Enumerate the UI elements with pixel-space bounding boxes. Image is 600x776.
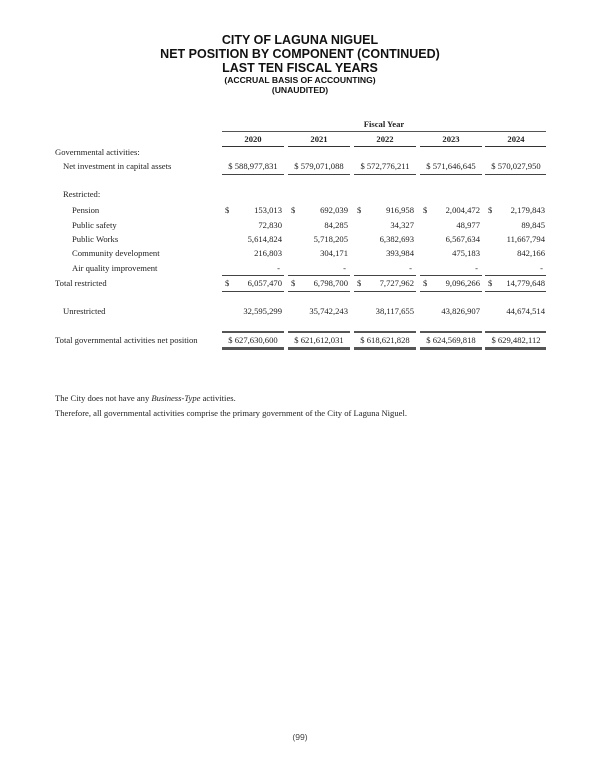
underline	[485, 174, 546, 175]
cell-value: $ 579,071,088	[294, 161, 344, 171]
cell-value: 393,984	[386, 248, 414, 258]
row-label: Community development	[72, 248, 160, 258]
cell-value: $ 9,096,266	[423, 278, 480, 288]
cell-value: $ 624,569,818	[426, 335, 476, 345]
cell-value: 72,830	[258, 220, 282, 230]
top-rule	[222, 331, 284, 333]
underline	[485, 291, 546, 292]
cell-value: $ 572,776,211	[360, 161, 410, 171]
year-header-2021: 2021	[310, 134, 328, 144]
row-label: Unrestricted	[63, 306, 106, 316]
top-rule	[354, 331, 416, 333]
double-underline	[222, 347, 284, 350]
cell-value: $ 629,482,112	[491, 335, 541, 345]
underline	[222, 275, 284, 276]
cell-value: $ 2,179,843	[488, 205, 545, 215]
cell-value: -	[540, 263, 543, 273]
cell-value: 34,327	[390, 220, 414, 230]
cell-value: $ 627,630,600	[228, 335, 278, 345]
row-label: Air quality improvement	[72, 263, 158, 273]
double-underline	[288, 347, 350, 350]
underline	[420, 174, 482, 175]
underline	[288, 174, 350, 175]
underline	[222, 174, 284, 175]
row-label: Net investment in capital assets	[63, 161, 172, 171]
fiscal-year-header: Fiscal Year	[363, 119, 405, 129]
row-label: Public Works	[72, 234, 119, 244]
cell-value: $ 6,057,470	[225, 278, 282, 288]
report-title-city: CITY OF LAGUNA NIGUEL	[221, 33, 379, 47]
report-title-period: LAST TEN FISCAL YEARS	[222, 61, 378, 75]
year-header-2023: 2023	[442, 134, 460, 144]
year-rule	[420, 146, 482, 147]
underline	[288, 275, 350, 276]
cell-value: $ 153,013	[225, 205, 282, 215]
underline	[485, 275, 546, 276]
cell-value: $ 571,646,645	[426, 161, 476, 171]
cell-value: $ 6,798,700	[291, 278, 348, 288]
row-label: Total governmental activities net position	[55, 335, 198, 345]
cell-value: 84,285	[324, 220, 348, 230]
report-subtitle-basis: (ACCRUAL BASIS OF ACCOUNTING)	[224, 75, 376, 85]
section-label-restricted: Restricted:	[63, 189, 101, 199]
cell-value: 5,614,824	[247, 234, 282, 244]
underline	[222, 291, 284, 292]
section-label-governmental: Governmental activities:	[55, 147, 140, 157]
underline	[288, 291, 350, 292]
cell-value: $ 2,004,472	[423, 205, 480, 215]
fiscal-year-rule	[222, 131, 546, 132]
year-rule	[354, 146, 416, 147]
year-header-2022: 2022	[376, 134, 394, 144]
cell-value: 44,674,514	[506, 306, 545, 316]
cell-value: 32,595,299	[243, 306, 282, 316]
cell-value: -	[409, 263, 412, 273]
year-rule	[288, 146, 350, 147]
top-rule	[420, 331, 482, 333]
row-label: Pension	[72, 205, 100, 215]
cell-value: 6,382,693	[379, 234, 414, 244]
year-rule	[485, 146, 546, 147]
double-underline	[485, 347, 546, 350]
double-underline	[420, 347, 482, 350]
underline	[354, 275, 416, 276]
cell-value: $ 570,027,950	[491, 161, 541, 171]
underline	[354, 174, 416, 175]
page-number: (99)	[292, 732, 308, 742]
note-primary-government: Therefore, all governmental activities comprise the primary government of the City of Laguna Niguel.	[55, 408, 407, 418]
cell-value: 48,977	[456, 220, 480, 230]
report-title-subject: NET POSITION BY COMPONENT (CONTINUED)	[160, 47, 440, 61]
cell-value: 38,117,655	[375, 306, 414, 316]
cell-value: $ 621,612,031	[294, 335, 344, 345]
cell-value: -	[277, 263, 280, 273]
cell-value: 35,742,243	[309, 306, 348, 316]
cell-value: 304,171	[320, 248, 348, 258]
cell-value: 11,667,794	[506, 234, 545, 244]
cell-value: 475,183	[452, 248, 480, 258]
year-header-2024: 2024	[507, 134, 525, 144]
cell-value: 6,567,634	[445, 234, 480, 244]
cell-value: $ 588,977,831	[228, 161, 278, 171]
year-header-2020: 2020	[244, 134, 262, 144]
underline	[354, 291, 416, 292]
cell-value: $ 692,039	[291, 205, 348, 215]
cell-value: -	[475, 263, 478, 273]
cell-value: $ 7,727,962	[357, 278, 414, 288]
row-label: Total restricted	[55, 278, 107, 288]
cell-value: -	[343, 263, 346, 273]
cell-value: 842,166	[517, 248, 545, 258]
top-rule	[485, 331, 546, 333]
cell-value: 89,845	[521, 220, 545, 230]
note-business-type: The City does not have any Business-Type activities.	[55, 393, 236, 403]
year-rule	[222, 146, 284, 147]
cell-value: $ 618,621,828	[360, 335, 410, 345]
double-underline	[354, 347, 416, 350]
underline	[420, 275, 482, 276]
underline	[420, 291, 482, 292]
top-rule	[288, 331, 350, 333]
cell-value: 43,826,907	[441, 306, 480, 316]
row-label: Public safety	[72, 220, 117, 230]
cell-value: 216,803	[254, 248, 282, 258]
cell-value: 5,718,205	[313, 234, 348, 244]
cell-value: $ 14,779,648	[488, 278, 545, 288]
cell-value: $ 916,958	[357, 205, 414, 215]
report-subtitle-audit: (UNAUDITED)	[271, 85, 329, 95]
